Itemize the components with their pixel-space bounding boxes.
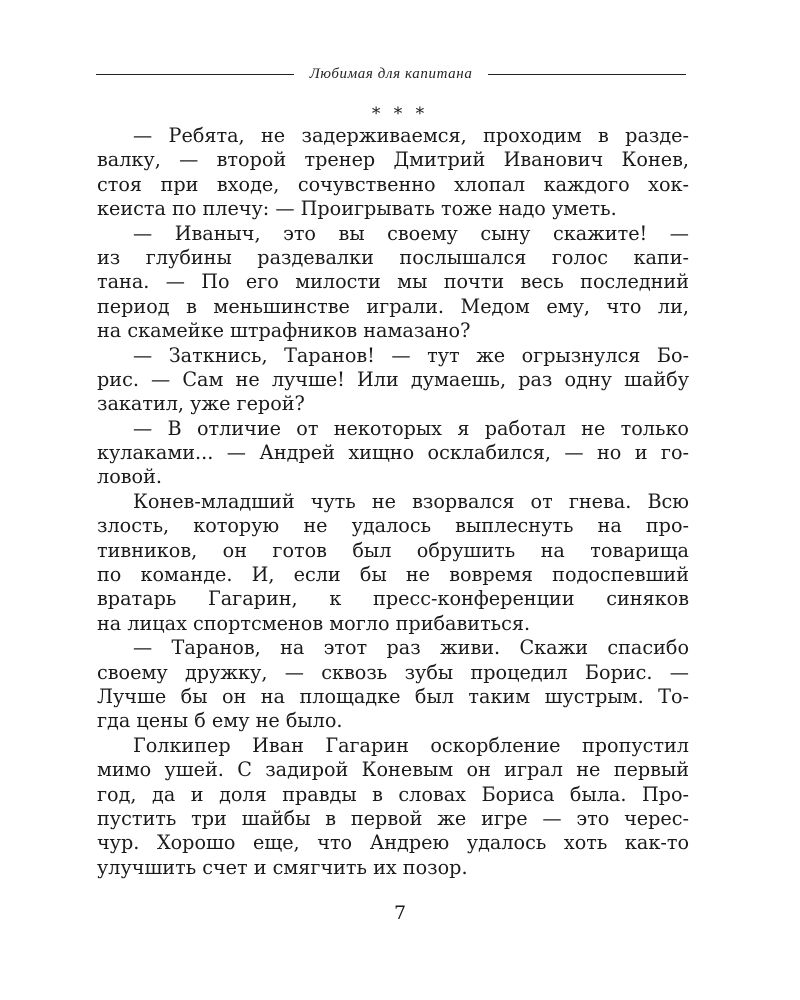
text-line: улучшить счет и смягчить их позор. <box>97 855 468 879</box>
text-line: Голкипер Иван Гагарин оскорбление пропустил <box>133 733 689 757</box>
text-line: рис. — Сам не лучше! Или думаешь, раз одну шайбу <box>97 367 689 391</box>
text-line: закатил, уже герой? <box>97 392 305 416</box>
text-line: чур. Хорошо еще, что Андрею удалось хоть как-то <box>97 831 689 855</box>
text-line: своему дружку, — сквозь зубы процедил Борис. — <box>97 660 689 684</box>
text-line: — В отличие от некоторых я работал не только <box>133 416 689 440</box>
section-separator: * * * <box>371 104 429 124</box>
text-line: — Таранов, на этот раз живи. Скажи спасибо <box>133 636 689 660</box>
text-line: тивников, он готов был обрушить на товарища <box>97 538 689 562</box>
text-line: — Иваныч, это вы своему сыну скажите! — <box>133 221 689 245</box>
text-line: — Ребята, не задерживаемся, проходим в разде- <box>133 124 689 147</box>
text-line: на лицах спортсменов могло прибавиться. <box>97 611 531 635</box>
text-line: год, да и доля правды в словах Бориса была. Про- <box>97 782 689 806</box>
text-line: из глубины раздевалки послышался голос капи- <box>97 245 689 269</box>
text-line: злость, которую не удалось выплеснуть на про- <box>97 514 689 538</box>
text-line: по команде. И, если бы не вовремя подоспевший <box>97 563 689 587</box>
page-number: 7 <box>393 902 407 924</box>
text-line: кеиста по плечу: — Проигрывать тоже надо уметь. <box>97 197 617 221</box>
header-rule-left <box>96 74 294 75</box>
text-line: Конев-младший чуть не взорвался от гнева. Всю <box>133 489 689 513</box>
text-line: кулаками... — Андрей хищно осклабился, — но и го- <box>97 441 689 465</box>
running-title: Любимая для капитана <box>309 65 473 82</box>
text-line: гда цены б ему не было. <box>97 709 343 733</box>
text-line: мимо ушей. С задирой Коневым он играл не первый <box>97 758 689 782</box>
text-line: пустить три шайбы в первой же игре — это черес- <box>97 806 689 830</box>
text-line: период в меньшинстве играли. Медом ему, что ли, <box>97 294 689 318</box>
header-rule-right <box>488 74 686 75</box>
text-line: вратарь Гагарин, к пресс-конференции синяков <box>97 587 689 611</box>
body-text <box>97 124 689 880</box>
text-line: тана. — По его милости мы почти весь последний <box>97 270 689 294</box>
text-line: стоя при входе, сочувственно хлопал каждого хок- <box>97 172 689 196</box>
text-line: — Заткнись, Таранов! — тут же огрызнулся Бо- <box>133 343 689 367</box>
text-line: Лучше бы он на площадке был таким шустрым. То- <box>97 684 689 708</box>
text-line: валку, — второй тренер Дмитрий Иванович Конев, <box>97 148 689 172</box>
text-line: на скамейке штрафников намазано? <box>97 319 471 343</box>
text-line: ловой. <box>97 465 162 489</box>
running-head <box>96 62 686 86</box>
